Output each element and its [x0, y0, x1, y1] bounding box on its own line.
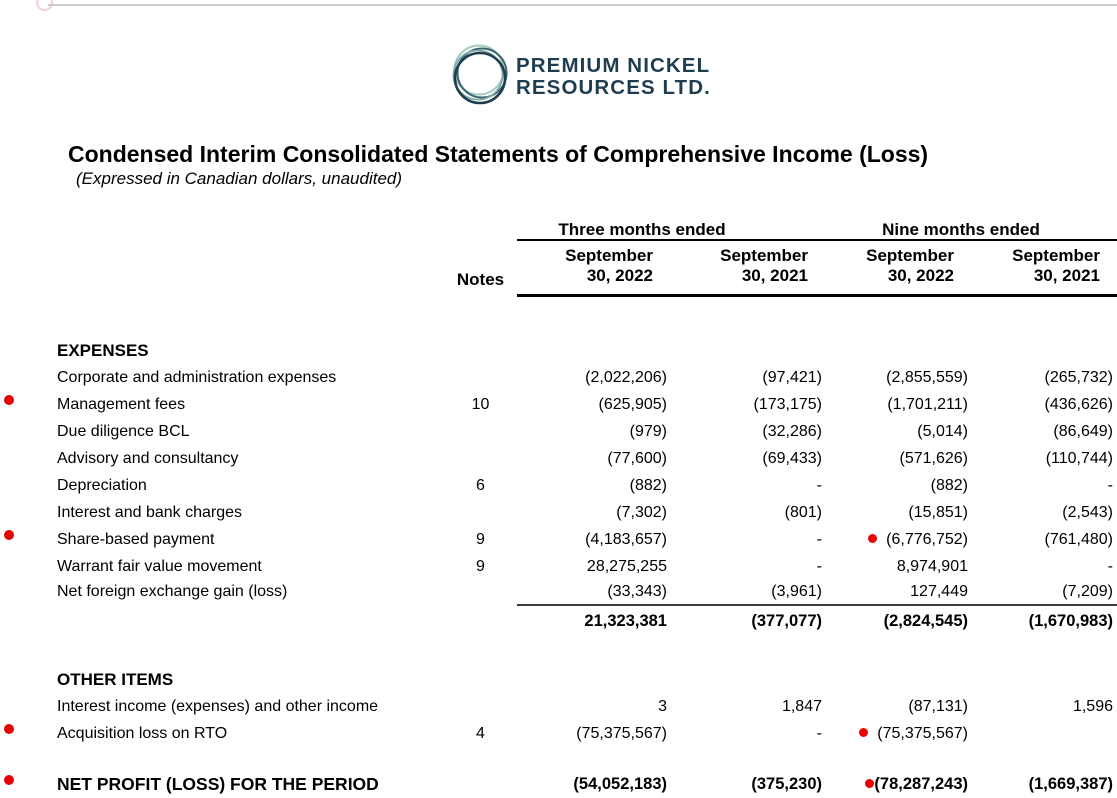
value-cell: (75,375,567)	[576, 724, 667, 742]
table-header	[57, 220, 1117, 297]
value-cell: (2,022,206)	[585, 368, 667, 386]
value-cell: (86,649)	[1053, 422, 1113, 440]
row-label: Interest and bank charges	[57, 503, 243, 521]
logo-wordmark	[516, 40, 711, 110]
value-cell: -	[1107, 476, 1113, 494]
column-header: September 30, 2022	[866, 246, 954, 285]
row-label: Advisory and consultancy	[57, 449, 239, 467]
value-cell: (4,183,657)	[585, 530, 667, 548]
item-row	[57, 526, 1117, 553]
value-cell: (77,600)	[607, 449, 667, 467]
row-label: Acquisition loss on RTO	[57, 724, 228, 742]
row-label: Management fees	[57, 395, 186, 413]
value-cell: -	[816, 724, 822, 742]
value-cell: 21,323,381	[584, 611, 667, 630]
value-cell: (882)	[930, 476, 968, 494]
document-subtitle: (Expressed in Canadian dollars, unaudited)	[76, 169, 403, 188]
value-cell: (87,131)	[908, 697, 968, 715]
annotation-dot-icon	[4, 724, 14, 734]
value-cell: -	[1107, 557, 1113, 575]
value-cell: (15,851)	[908, 503, 968, 521]
row-label: OTHER ITEMS	[57, 669, 174, 689]
item-row	[57, 553, 1117, 580]
value-cell: (7,302)	[616, 503, 667, 521]
notes-cell: 10	[471, 395, 490, 413]
annotation-dot-icon	[859, 728, 868, 737]
notes-column-header: Notes	[456, 270, 505, 289]
notes-cell: 4	[476, 724, 485, 742]
total-row	[57, 606, 1117, 636]
value-cell: (6,776,752)	[822, 531, 968, 549]
annotation-dot-icon	[4, 395, 14, 405]
value-cell: (979)	[629, 422, 667, 440]
value-cell: (801)	[784, 503, 822, 521]
item-row	[57, 391, 1117, 418]
annotation-dot-icon	[4, 530, 14, 540]
row-label: Net foreign exchange gain (loss)	[57, 583, 288, 600]
value-cell: (75,375,567)	[822, 725, 968, 743]
value-cell: (571,626)	[899, 449, 968, 467]
value-cell: 1,596	[1072, 697, 1113, 715]
notes-cell: 9	[476, 530, 485, 548]
value-cell: (377,077)	[751, 611, 822, 630]
value-cell: (69,433)	[762, 449, 822, 467]
value-cell: (97,421)	[762, 368, 822, 386]
group-header-nine-months: Nine months ended	[882, 220, 1040, 239]
group-header-three-months: Three months ended	[558, 220, 726, 239]
value-cell: (110,744)	[1045, 449, 1113, 467]
value-cell: -	[816, 557, 822, 575]
annotation-dot-icon	[868, 534, 877, 543]
group-header-rule	[517, 239, 1117, 241]
item-row	[57, 445, 1117, 472]
row-label: NET PROFIT (LOSS) FOR THE PERIOD	[57, 773, 379, 794]
header-bottom-rule	[517, 294, 1117, 297]
notes-cell: 9	[476, 557, 485, 575]
value-cell: (761,480)	[1044, 530, 1113, 548]
value-cell: (375,230)	[751, 774, 822, 793]
section-row	[57, 666, 1117, 693]
value-cell: (7,209)	[1062, 583, 1113, 600]
row-label: Share-based payment	[57, 530, 215, 548]
item-row	[57, 364, 1117, 391]
value-cell: (2,543)	[1062, 503, 1113, 521]
value-cell: (2,855,559)	[886, 368, 968, 386]
item-row	[57, 720, 1117, 747]
logo-line1: PREMIUM NICKEL	[516, 54, 711, 77]
notes-cell: 6	[476, 476, 485, 494]
company-logo	[452, 40, 711, 110]
value-cell: 8,974,901	[896, 557, 968, 575]
logo-line2: RESOURCES LTD.	[516, 75, 711, 99]
column-header: September 30, 2021	[1012, 246, 1100, 285]
item-row	[57, 580, 1117, 604]
item-row	[57, 418, 1117, 445]
section-row	[57, 337, 1117, 364]
column-header: September 30, 2022	[565, 246, 653, 285]
value-cell: (1,669,387)	[1028, 774, 1113, 793]
annotation-dot-icon	[4, 775, 14, 785]
logo-rings-icon	[452, 40, 510, 110]
value-cell: (882)	[629, 476, 667, 494]
row-label: EXPENSES	[57, 340, 149, 360]
document-title: Condensed Interim Consolidated Statements of Comprehensive Income (Loss)	[68, 141, 929, 167]
item-row	[57, 499, 1117, 526]
value-cell: (3,961)	[771, 583, 822, 600]
value-cell: (173,175)	[753, 395, 822, 413]
value-cell: -	[816, 530, 822, 548]
value-cell: 3	[658, 697, 667, 715]
page-top-rule	[48, 4, 1117, 6]
value-cell: -	[816, 476, 822, 494]
total-row	[57, 769, 1117, 798]
table-body	[57, 337, 1117, 798]
value-cell: (5,014)	[917, 422, 968, 440]
value-cell: (54,052,183)	[573, 774, 667, 793]
row-label: Due diligence BCL	[57, 422, 190, 440]
item-row	[57, 693, 1117, 720]
column-headers	[57, 246, 1117, 286]
value-cell: 1,847	[781, 697, 822, 715]
income-statement-table	[57, 220, 1117, 798]
value-cell: (436,626)	[1044, 395, 1113, 413]
value-cell: (265,732)	[1044, 368, 1113, 386]
item-row	[57, 472, 1117, 499]
row-label: Depreciation	[57, 476, 147, 494]
value-cell: (78,287,243)	[822, 775, 968, 794]
row-label: Corporate and administration expenses	[57, 368, 337, 386]
value-cell: (33,343)	[607, 583, 667, 600]
value-cell: (32,286)	[762, 422, 822, 440]
value-cell: 127,449	[910, 583, 968, 600]
column-header: September 30, 2021	[720, 246, 808, 285]
row-label: Warrant fair value movement	[57, 557, 262, 575]
value-cell: (1,670,983)	[1028, 611, 1113, 630]
value-cell: (2,824,545)	[883, 611, 968, 630]
value-cell: 28,275,255	[586, 557, 667, 575]
annotation-dot-icon	[865, 779, 874, 788]
value-cell: (1,701,211)	[887, 395, 968, 413]
value-cell: (625,905)	[598, 395, 667, 413]
row-label: Interest income (expenses) and other income	[57, 697, 379, 715]
